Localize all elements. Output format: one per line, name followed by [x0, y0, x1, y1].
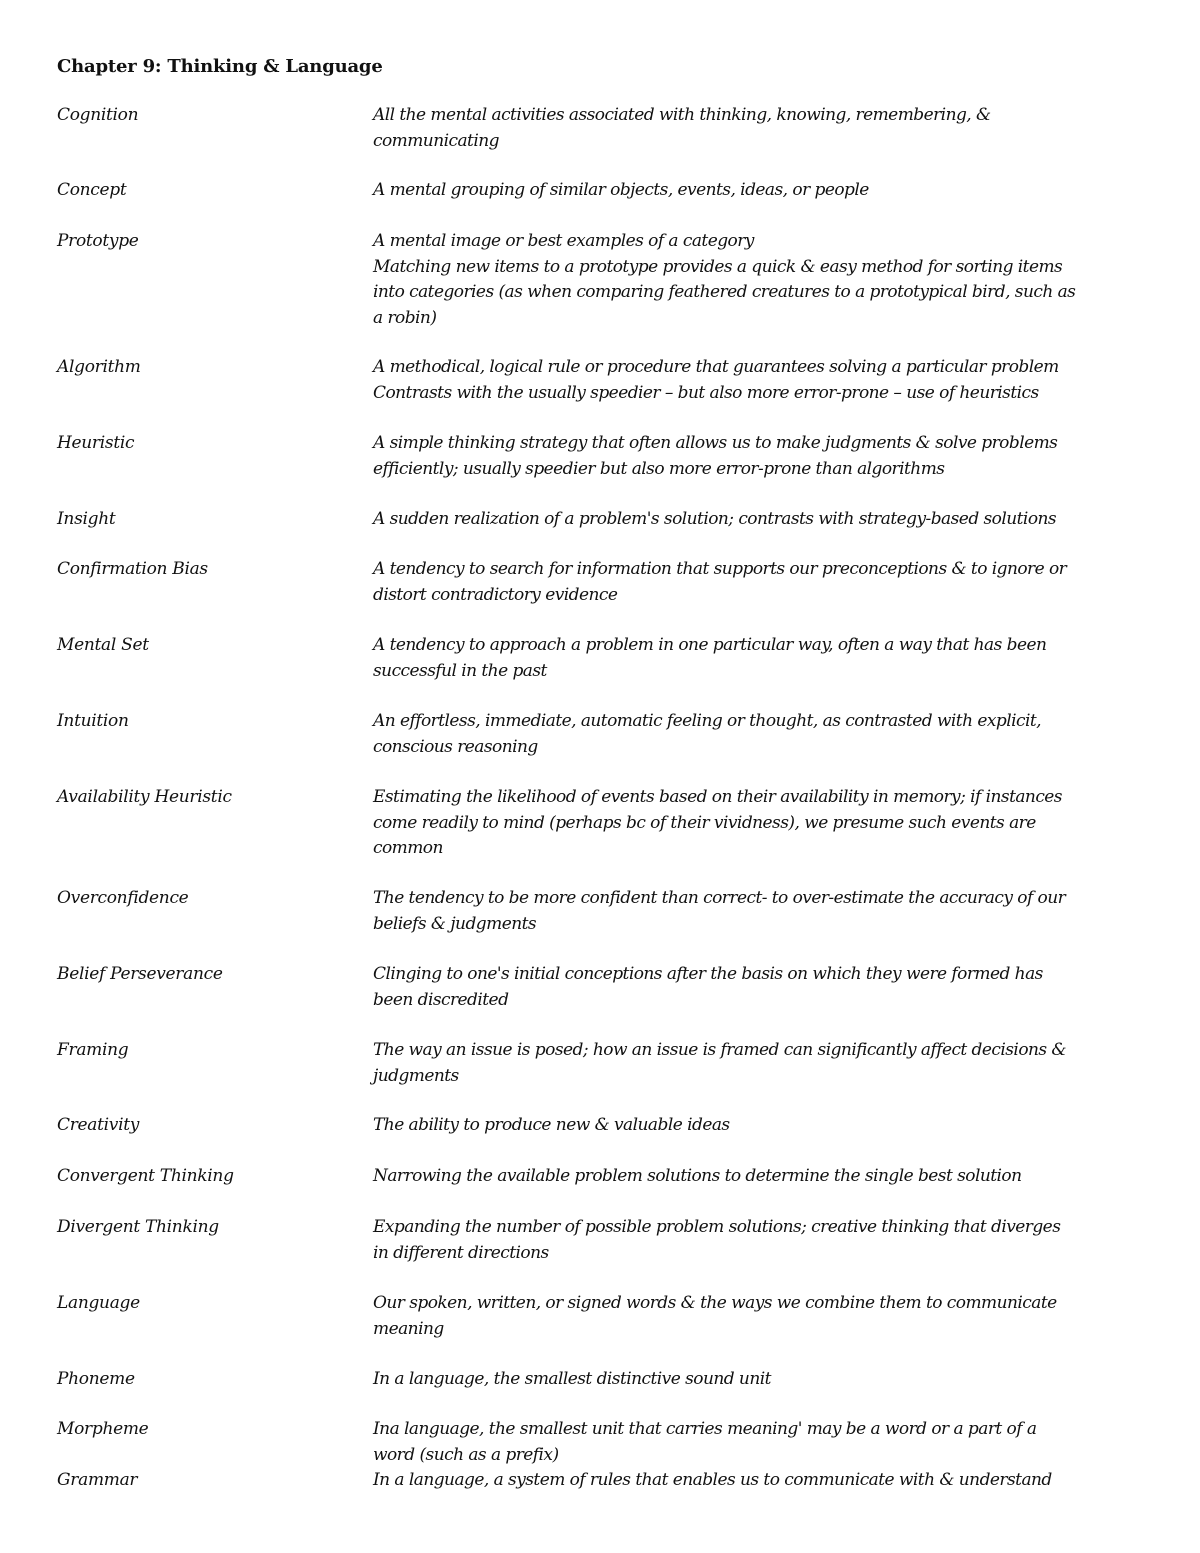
glossary-definition: [373, 1215, 1163, 1266]
glossary-definition: [373, 229, 1163, 331]
definition-line: meaning: [373, 1318, 444, 1339]
glossary-definition: [373, 633, 1163, 684]
definition-line: Contrasts with the usually speedier – but also more error-prone – use of heuristics: [373, 382, 1039, 403]
definition-line: Clinging to one's initial conceptions after the basis on which they were formed has: [373, 964, 1043, 984]
glossary-definition: [373, 1038, 1163, 1089]
glossary-term: Grammar: [57, 1470, 138, 1490]
definition-line: A mental grouping of similar objects, events, ideas, or people: [373, 180, 869, 200]
definition-line: A tendency to search for information that supports our preconceptions & to ignore or: [373, 559, 1067, 579]
glossary-definition: [373, 785, 1163, 862]
glossary-term: Confirmation Bias: [57, 559, 208, 579]
glossary-term: Framing: [57, 1040, 129, 1060]
definition-line: distort contradictory evidence: [373, 584, 618, 605]
glossary-definition: [373, 1367, 1163, 1393]
page-title: Chapter 9: Thinking & Language: [57, 56, 383, 77]
glossary-definition: [373, 1164, 1163, 1190]
glossary-term: Intuition: [57, 711, 129, 731]
definition-line: In a language, a system of rules that enables us to communicate with & understand: [373, 1470, 1052, 1490]
definition-line: word (such as a prefix): [373, 1444, 559, 1465]
definition-line: Estimating the likelihood of events based on their availability in memory; if instances: [373, 787, 1062, 807]
definition-line: The way an issue is posed; how an issue is framed can significantly affect decisions &: [373, 1040, 1067, 1060]
definition-line: The tendency to be more confident than correct- to over-estimate the accuracy of our: [373, 888, 1066, 908]
glossary-definition: [373, 886, 1163, 937]
definition-line: in different directions: [373, 1242, 549, 1263]
definition-line: Narrowing the available problem solutions to determine the single best solution: [373, 1166, 1022, 1186]
glossary-definition: [373, 355, 1163, 406]
glossary-term: Overconfidence: [57, 888, 189, 908]
glossary-definition: [373, 178, 1163, 204]
definition-line: All the mental activities associated with thinking, knowing, remembering, &: [373, 105, 991, 125]
definition-line: An effortless, immediate, automatic feeling or thought, as contrasted with explicit,: [373, 711, 1041, 731]
definition-line: A mental image or best examples of a category: [373, 231, 754, 251]
definition-line: In a language, the smallest distinctive sound unit: [373, 1369, 771, 1389]
glossary-definition: [373, 431, 1163, 482]
definition-line: Ina language, the smallest unit that carries meaning' may be a word or a part of a: [373, 1419, 1037, 1439]
definition-line: The ability to produce new & valuable ideas: [373, 1115, 730, 1135]
definition-line: been discredited: [373, 989, 509, 1010]
glossary-term: Heuristic: [57, 433, 135, 453]
glossary-definition: [373, 557, 1163, 608]
definition-line: common: [373, 838, 443, 858]
glossary-definition: [373, 1291, 1163, 1342]
glossary-term: Prototype: [57, 231, 139, 251]
glossary-definition: [373, 709, 1163, 760]
glossary-definition: [373, 962, 1163, 1013]
glossary-term: Insight: [57, 509, 116, 529]
definition-line: into categories (as when comparing feathered creatures to a prototypical bird, such as: [373, 282, 1076, 302]
glossary-term: Belief Perseverance: [57, 964, 223, 984]
definition-line: a robin): [373, 307, 437, 328]
glossary-definition: [373, 1468, 1163, 1494]
glossary-term: Concept: [57, 180, 127, 200]
definition-line: A simple thinking strategy that often allows us to make judgments & solve problems: [373, 433, 1058, 453]
definition-line: A methodical, logical rule or procedure that guarantees solving a particular problem: [373, 357, 1059, 377]
glossary-term: Divergent Thinking: [57, 1217, 219, 1237]
glossary-definition: [373, 103, 1163, 154]
definition-line: communicating: [373, 130, 499, 151]
glossary-term: Cognition: [57, 105, 139, 125]
definition-line: A tendency to approach a problem in one particular way, often a way that has been: [373, 635, 1047, 655]
glossary-term: Mental Set: [57, 635, 149, 655]
glossary-term: Language: [57, 1293, 140, 1313]
glossary-term: Availability Heuristic: [57, 787, 232, 807]
glossary-definition: [373, 507, 1163, 533]
glossary-definition: [373, 1113, 1163, 1139]
definition-line: Matching new items to a prototype provides a quick & easy method for sorting items: [373, 256, 1063, 277]
definition-line: Our spoken, written, or signed words & the ways we combine them to communicate: [373, 1293, 1057, 1313]
definition-line: judgments: [373, 1065, 459, 1086]
definition-line: conscious reasoning: [373, 736, 538, 757]
definition-line: beliefs & judgments: [373, 913, 537, 934]
glossary-term: Morpheme: [57, 1419, 149, 1439]
definition-line: A sudden realization of a problem's solution; contrasts with strategy-based solutions: [373, 509, 1057, 529]
glossary-term: Phoneme: [57, 1369, 135, 1389]
glossary-term: Algorithm: [57, 357, 141, 377]
glossary-term: Creativity: [57, 1115, 140, 1135]
glossary-definition: [373, 1417, 1163, 1468]
definition-line: successful in the past: [373, 660, 547, 681]
glossary-term: Convergent Thinking: [57, 1166, 234, 1186]
definition-line: Expanding the number of possible problem solutions; creative thinking that diverges: [373, 1217, 1061, 1237]
definition-line: efficiently; usually speedier but also more error-prone than algorithms: [373, 458, 945, 479]
definition-line: come readily to mind (perhaps bc of their vividness), we presume such events are: [373, 812, 1036, 833]
